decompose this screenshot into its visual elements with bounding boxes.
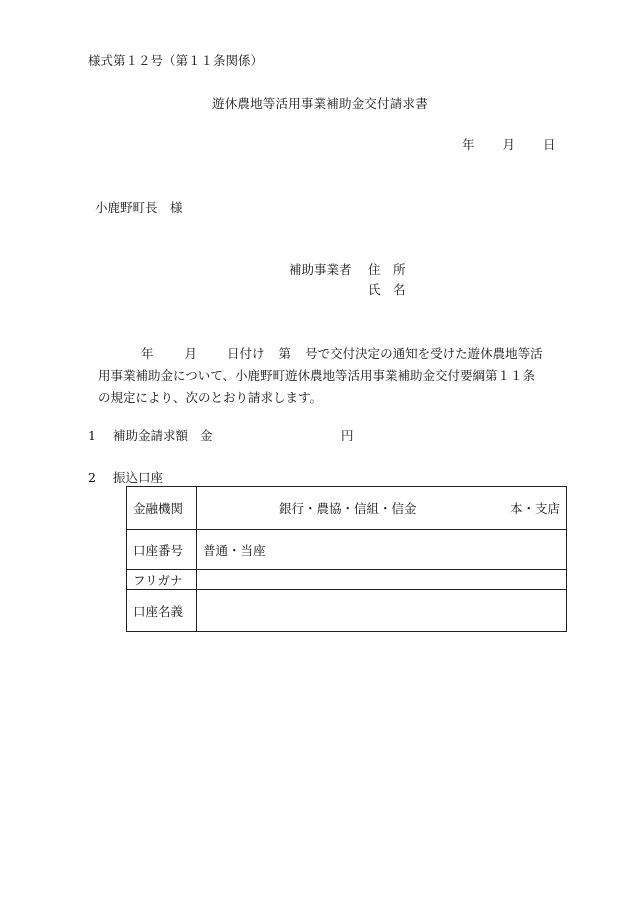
body-paragraph-line-1 xyxy=(141,346,543,362)
claim-amount-label: 補助金請求額 xyxy=(113,428,189,443)
date-line xyxy=(462,137,556,153)
furigana-label: フリガナ xyxy=(127,570,197,590)
document-title: 遊休農地等活用事業補助金交付請求書 xyxy=(212,96,428,111)
address-label: 住 所 xyxy=(368,262,406,277)
date-month: 月 xyxy=(502,137,516,152)
amount-prefix: 金 xyxy=(200,428,213,443)
account-holder-label: 口座名義 xyxy=(127,590,197,632)
bank-account-table xyxy=(126,486,567,632)
form-number: 様式第１２号（第１１条関係） xyxy=(88,53,264,68)
institution-row xyxy=(127,487,567,530)
furigana-field[interactable] xyxy=(197,570,567,590)
institution-label: 金融機関 xyxy=(127,487,197,530)
item-1-number: 1 xyxy=(88,428,96,443)
date-day: 日 xyxy=(543,137,556,152)
applicant-label: 補助事業者 xyxy=(289,262,352,277)
account-holder-field[interactable] xyxy=(197,590,567,632)
addressee: 小鹿野町長 様 xyxy=(95,200,183,215)
date-year: 年 xyxy=(462,137,475,152)
furigana-row xyxy=(127,570,567,590)
account-type: 普通・当座 xyxy=(203,542,266,558)
body-day: 日付け xyxy=(227,346,265,361)
body-month: 月 xyxy=(184,346,198,361)
transfer-account-label: 振込口座 xyxy=(113,470,164,485)
institution-field[interactable] xyxy=(197,487,567,530)
account-number-row xyxy=(127,530,567,570)
account-number-label: 口座番号 xyxy=(127,530,197,570)
name-label: 氏 名 xyxy=(368,282,406,297)
yen-unit: 円 xyxy=(341,428,354,443)
account-holder-row xyxy=(127,590,567,632)
body-line-1-rest: 号で交付決定の通知を受けた遊休農地等活 xyxy=(305,346,543,361)
account-number-field[interactable] xyxy=(197,530,567,570)
claim-amount-row xyxy=(88,428,354,444)
institution-types: 銀行・農協・信組・信金 xyxy=(279,501,417,516)
item-2-number: 2 xyxy=(88,470,96,485)
transfer-account-heading xyxy=(88,470,163,486)
body-paragraph-line-3: の規定により、次のとおり請求します。 xyxy=(98,390,323,405)
branch-types: 本・支店 xyxy=(509,501,560,516)
body-year: 年 xyxy=(141,346,154,361)
body-paragraph-line-2: 用事業補助金について、小鹿野町遊休農地等活用事業補助金交付要綱第１１条 xyxy=(98,368,536,383)
body-ordinal: 第 xyxy=(278,346,292,361)
